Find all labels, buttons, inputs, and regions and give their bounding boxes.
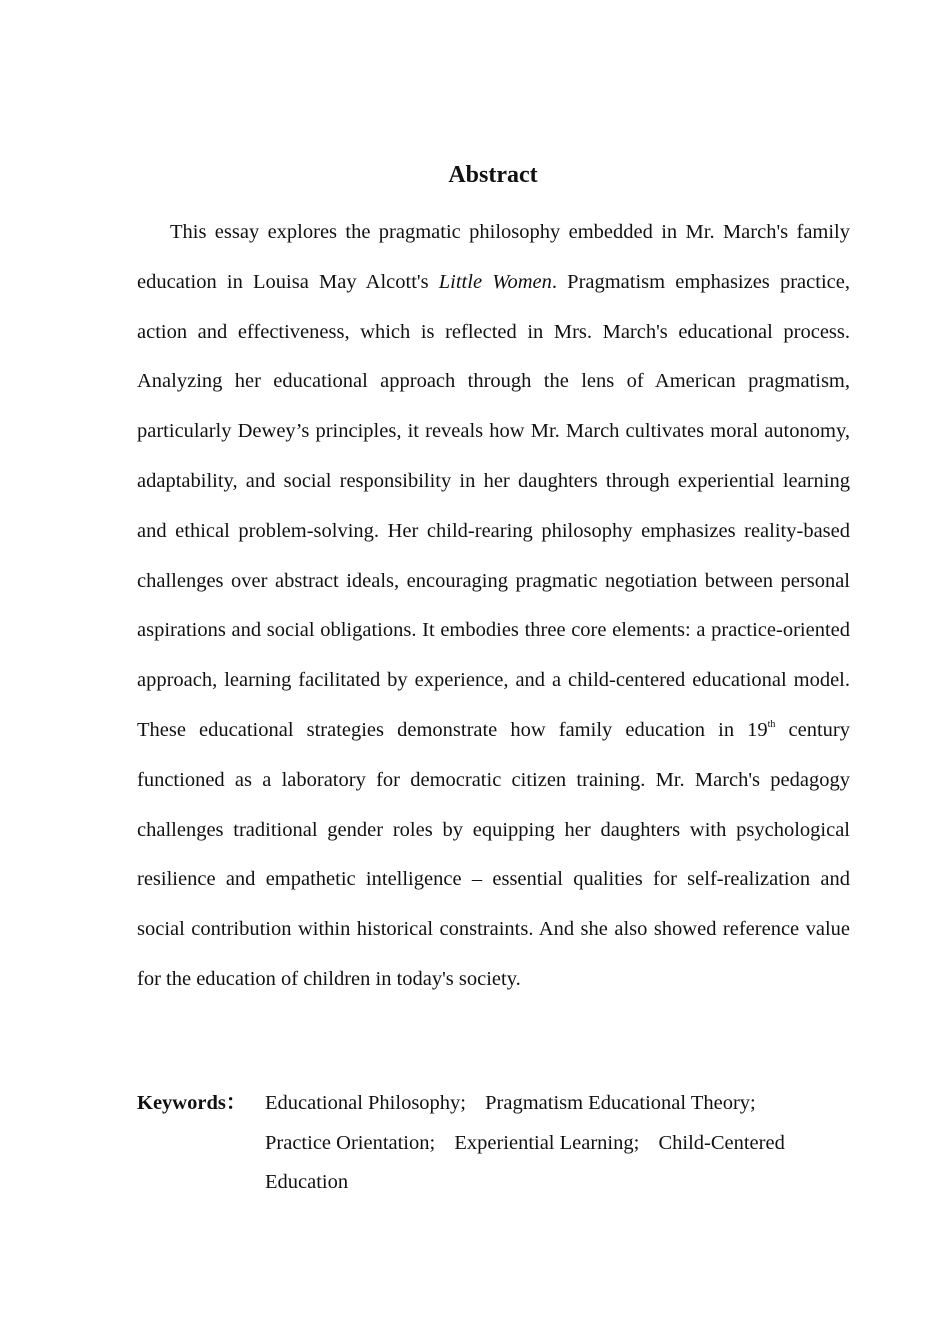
keyword-item: Child-Centered Education [265,1131,785,1193]
keywords-list [265,1084,845,1203]
keyword-item: Educational Philosophy; [265,1092,466,1114]
keyword-item: Practice Orientation; [265,1131,436,1154]
book-title: Little Women [438,270,552,293]
abstract-text-part-3: century functioned as a laboratory for democratic citizen training. Mr. March's pedagogy challenges traditional gender roles by equipping her daughters with psychological resilience and empathetic intelligence – essential qualities for self-realization and social contribution within historical constraints. And she also showed reference value for the education of children in today's society. [137,718,850,990]
abstract-text-part-2: . Pragmatism emphasizes practice, action and effectiveness, which is reflected in Mrs. March's educational process. Analyzing her educational approach through the lens of American pragmatism, particularly Dewey’s principles, it reveals how Mr. March cultivates moral autonomy, adaptability, and social responsibility in her daughters through experiential learning and ethical problem-solving. Her child-rearing philosophy emphasizes reality-based challenges over abstract ideals, encouraging pragmatic negotiation between personal aspirations and social obligations. It embodies three core elements: a practice-oriented approach, learning facilitated by experience, and a child-centered educational model. These educational strategies demonstrate how family education in 19 [137,270,850,741]
abstract-text-part-1: This essay explores the pragmatic philosophy embedded in Mr. March's family education in Louisa May Alcott's [137,221,850,293]
ordinal-superscript: th [767,718,776,730]
keyword-item: Experiential Learning; [454,1131,640,1154]
keyword-item: Pragmatism Educational Theory; [485,1092,756,1114]
abstract-title: Abstract [448,162,538,188]
abstract-paragraph [137,208,850,1005]
keywords-label: Keywords： [137,1092,247,1114]
